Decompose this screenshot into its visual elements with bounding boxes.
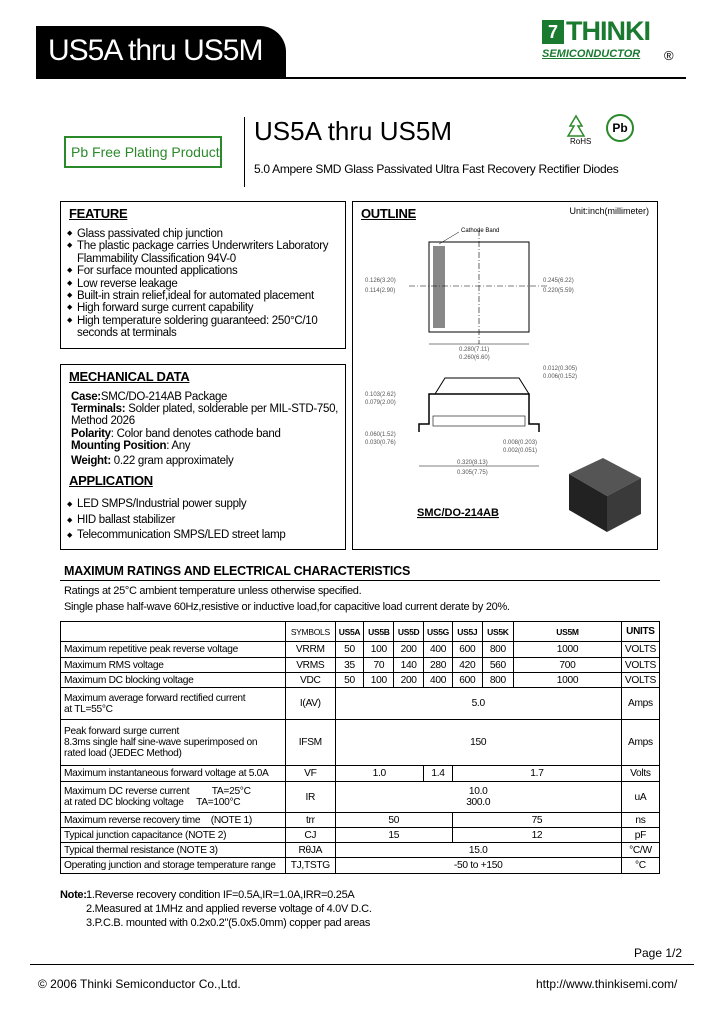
table-cell: 1000 [514, 642, 622, 658]
table-header-cell: US5J [453, 622, 483, 642]
dim-text: 0.103(2.62) [365, 392, 396, 398]
table-cell: 1.4 [424, 766, 453, 782]
logo-registered: ® [664, 48, 674, 63]
dim-text: 0.114(2.90) [365, 288, 396, 294]
dim-text: 0.126(3.20) [365, 278, 396, 284]
ratings-table [60, 621, 660, 874]
dim-text: 0.320(8.13) [457, 460, 488, 466]
table-cell: Maximum DC blocking voltage [61, 673, 286, 688]
ratings-note-2: Single phase half-wave 60Hz,resistive or inductive load,for capacitive load current derate by 20%. [64, 601, 510, 613]
table-cell: VDC [286, 673, 335, 688]
table-cell: Maximum repetitive peak reverse voltage [61, 642, 286, 658]
table-header-cell: US5M [514, 622, 622, 642]
list-item: ◆ Glass passivated chip junction [67, 228, 343, 240]
table-header-cell: SYMBOLS [286, 622, 335, 642]
dim-text: 0.060(1.52) [365, 432, 396, 438]
package-3d-icon [569, 458, 641, 532]
outline-unit: Unit:inch(millimeter) [569, 206, 649, 216]
dim-text: 0.305(7.75) [457, 470, 488, 476]
list-item: ◆ Built-in strain relief,ideal for automated placement [67, 290, 343, 302]
table-cell: °C/W [621, 843, 659, 858]
table-cell: Maximum DC reverse current TA=25°C at rated DC blocking voltage TA=100°C [61, 782, 286, 813]
table-cell: Maximum RMS voltage [61, 658, 286, 673]
header-divider [36, 77, 686, 79]
table-cell: 70 [364, 658, 394, 673]
outline-title: OUTLINE [361, 206, 416, 221]
table-cell: I(AV) [286, 688, 335, 720]
table-row [61, 720, 660, 766]
company-logo [542, 16, 682, 66]
table-row [61, 642, 660, 658]
package-drawing [353, 220, 657, 550]
table-cell: Amps [621, 720, 659, 766]
table-cell: 35 [335, 658, 364, 673]
table-cell: VRRM [286, 642, 335, 658]
table-cell: 100 [364, 673, 394, 688]
rohs-icon [566, 114, 596, 146]
table-header-cell: US5B [364, 622, 394, 642]
table-cell: 200 [394, 642, 424, 658]
ratings-note-1: Ratings at 25°C ambient temperature unless otherwise specified. [64, 585, 362, 597]
table-row [61, 688, 660, 720]
table-row [61, 658, 660, 673]
list-item: ◆ LED SMPS/Industrial power supply [67, 497, 343, 513]
table-cell: ns [621, 813, 659, 828]
pb-free-badge: Pb Free Plating Product [64, 136, 222, 168]
package-label: SMC/DO-214AB [417, 507, 499, 519]
table-cell: VOLTS [621, 673, 659, 688]
table-header-cell [61, 622, 286, 642]
table-cell: 5.0 [335, 688, 621, 720]
table-cell: uA [621, 782, 659, 813]
table-cell: 200 [394, 673, 424, 688]
notes-label: Note: [60, 889, 87, 901]
table-cell: Maximum average forward rectified current at TL=55°C [61, 688, 286, 720]
list-item: ◆ For surface mounted applications [67, 265, 343, 277]
table-cell: 800 [482, 673, 514, 688]
mechanical-data: Case:SMC/DO-214AB Package Terminals: Solder plated, solderable per MIL-STD-750, Method 2026 Polarity: Color band denotes cathode band Mounting Position: Any Weight: 0.22 gram approximately [71, 391, 339, 468]
logo-mark-icon: 7 [542, 20, 564, 44]
table-cell: 75 [453, 813, 622, 828]
table-cell: 420 [453, 658, 483, 673]
table-cell: IFSM [286, 720, 335, 766]
table-cell: VF [286, 766, 335, 782]
table-cell: 50 [335, 813, 452, 828]
logo-name: THINKI [566, 16, 650, 46]
table-cell: Maximum instantaneous forward voltage at 5.0A [61, 766, 286, 782]
table-cell: 700 [514, 658, 622, 673]
application-title: APPLICATION [69, 473, 153, 488]
footer-divider [30, 964, 694, 965]
table-cell: Amps [621, 688, 659, 720]
table-cell: 1.7 [453, 766, 622, 782]
note-3: 3.P.C.B. mounted with 0.2x0.2"(5.0x5.0mm) copper pad areas [86, 917, 371, 929]
table-header-cell: US5A [335, 622, 364, 642]
dim-text: 0.002(0.051) [503, 448, 538, 454]
list-item: ◆ Telecommunication SMPS/LED street lamp [67, 528, 343, 544]
list-item: ◆ High forward surge current capability [67, 302, 343, 314]
table-cell: 1.0 [335, 766, 423, 782]
dim-text: 0.030(0.76) [365, 440, 396, 446]
table-cell: 15 [335, 828, 452, 843]
feature-panel [60, 201, 346, 349]
dim-text: 0.006(0.152) [543, 374, 578, 380]
dim-text: 0.012(0.305) [543, 366, 578, 372]
table-cell: 50 [335, 642, 364, 658]
rohs-label: RoHS [570, 137, 592, 146]
title-divider [244, 117, 245, 187]
table-cell: °C [621, 858, 659, 874]
table-cell: Operating junction and storage temperature range [61, 858, 286, 874]
list-item: ◆ Low reverse leakage [67, 278, 343, 290]
dim-text: 0.260(6.60) [459, 355, 490, 361]
table-cell: 150 [335, 720, 621, 766]
dim-text: 0.245(6.22) [543, 278, 574, 284]
table-cell: 600 [453, 673, 483, 688]
table-cell: 15.0 [335, 843, 621, 858]
table-header-cell: US5D [394, 622, 424, 642]
pb-free-icon [606, 114, 634, 142]
list-item: ◆ HID ballast stabilizer [67, 513, 343, 529]
table-row [61, 858, 660, 874]
pb-label: Pb [612, 121, 628, 135]
list-item: ◆ The plastic package carries Underwriters Laboratory Flammability Classification 94V-0 [67, 240, 343, 265]
copyright: © 2006 Thinki Semiconductor Co.,Ltd. [38, 977, 241, 991]
note-2: 2.Measured at 1MHz and applied reverse voltage of 4.0V D.C. [86, 903, 372, 915]
table-row [61, 813, 660, 828]
table-cell: 560 [482, 658, 514, 673]
dim-text: 0.220(5.59) [543, 288, 574, 294]
note-1: 1.Reverse recovery condition IF=0.5A,IR=1.0A,IRR=0.25A [86, 889, 355, 901]
dim-text: 0.079(2.00) [365, 400, 396, 406]
website-link[interactable]: http://www.thinkisemi.com/ [536, 977, 678, 991]
table-cell: 10.0 300.0 [335, 782, 621, 813]
feature-list [67, 228, 343, 340]
application-list [67, 497, 343, 544]
table-header-cell: US5G [424, 622, 453, 642]
table-cell: 1000 [514, 673, 622, 688]
dim-text: 0.280(7.11) [459, 347, 490, 353]
product-title: US5A thru US5M [254, 116, 452, 146]
table-cell: Typical junction capacitance (NOTE 2) [61, 828, 286, 843]
table-cell: Maximum reverse recovery time (NOTE 1) [61, 813, 286, 828]
table-cell: VOLTS [621, 658, 659, 673]
outline-panel [352, 201, 658, 550]
table-row [61, 828, 660, 843]
ratings-title: MAXIMUM RATINGS AND ELECTRICAL CHARACTERISTICS [64, 564, 411, 578]
table-header-row [61, 622, 660, 642]
table-cell: Volts [621, 766, 659, 782]
table-cell: Peak forward surge current 8.3ms single half sine-wave superimposed on rated load (JEDEC Method) [61, 720, 286, 766]
table-cell: TJ,TSTG [286, 858, 335, 874]
header-title: US5A thru US5M [48, 34, 263, 67]
table-header-cell: UNITS [621, 622, 659, 642]
table-cell: CJ [286, 828, 335, 843]
table-cell: 600 [453, 642, 483, 658]
table-row [61, 782, 660, 813]
mechanical-title: MECHANICAL DATA [69, 369, 190, 384]
table-cell: 100 [364, 642, 394, 658]
table-cell: RθJA [286, 843, 335, 858]
table-cell: 400 [424, 642, 453, 658]
table-cell: VRMS [286, 658, 335, 673]
table-row [61, 673, 660, 688]
list-item: ◆ High temperature soldering guaranteed: 250°C/10 seconds at terminals [67, 315, 343, 340]
logo-sub: SEMICONDUCTOR [542, 48, 641, 60]
table-row [61, 843, 660, 858]
table-cell: 140 [394, 658, 424, 673]
table-cell: IR [286, 782, 335, 813]
page-number: Page 1/2 [634, 946, 683, 960]
table-cell: -50 to +150 [335, 858, 621, 874]
feature-title: FEATURE [69, 206, 128, 221]
table-cell: 12 [453, 828, 622, 843]
dim-text: 0.008(0.203) [503, 440, 538, 446]
table-cell: 280 [424, 658, 453, 673]
table-cell: Typical thermal resistance (NOTE 3) [61, 843, 286, 858]
table-cell: 50 [335, 673, 364, 688]
table-cell: trr [286, 813, 335, 828]
table-cell: pF [621, 828, 659, 843]
table-row [61, 766, 660, 782]
mechanical-panel [60, 364, 346, 550]
table-cell: 800 [482, 642, 514, 658]
cathode-band-label: Cathode Band [461, 228, 500, 234]
ratings-divider [60, 580, 660, 581]
table-cell: VOLTS [621, 642, 659, 658]
product-subtitle: 5.0 Ampere SMD Glass Passivated Ultra Fast Recovery Rectifier Diodes [254, 162, 619, 176]
table-cell: 400 [424, 673, 453, 688]
header-title-bar [36, 26, 286, 79]
table-header-cell: US5K [482, 622, 514, 642]
